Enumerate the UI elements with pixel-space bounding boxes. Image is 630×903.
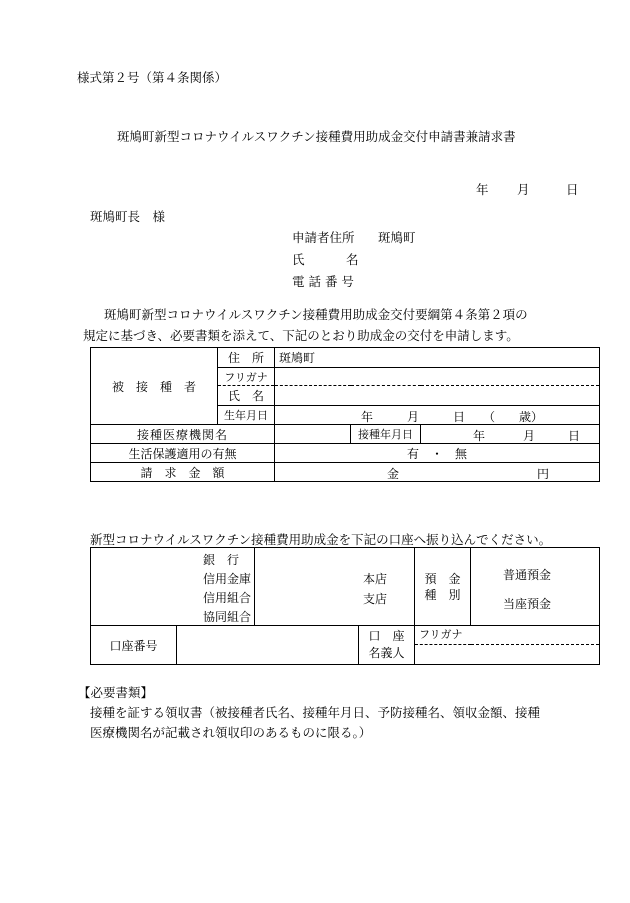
holder-furigana[interactable] [415, 626, 600, 645]
deposit-option-0[interactable]: 普通預金 [503, 568, 552, 582]
holder-label-1: 口 座 [368, 629, 405, 643]
addressee: 斑鳩町長 様 [90, 209, 166, 224]
bank-type-1: 信用金庫 [203, 572, 252, 586]
applicant-name-label-2: 名 [346, 252, 359, 267]
amount-unit: 円 [537, 467, 550, 481]
amount-label: 請 求 金 額 [91, 463, 275, 482]
vaccinee-label: 被 接 種 者 [91, 348, 218, 425]
vax-date-label: 接種年月日 [351, 425, 421, 444]
name-label: 氏 名 [218, 386, 275, 406]
birth-age: （ 歳） [483, 410, 544, 424]
form-number: 様式第２号（第４条関係） [77, 70, 228, 85]
clinic-field[interactable] [275, 425, 351, 444]
date-month-label: 月 [517, 182, 530, 197]
bank-type-0: 銀 行 [203, 553, 240, 567]
account-number-field[interactable] [177, 626, 359, 665]
branch-field[interactable] [255, 548, 415, 626]
required-docs-line-1: 接種を証する領収書（被接種者氏名、接種年月日、予防接種名、領収金額、接種 [90, 705, 541, 720]
birth-label: 生年月日 [218, 406, 275, 425]
date-day-label: 日 [566, 182, 579, 197]
account-number-label: 口座番号 [91, 626, 177, 665]
bank-type-3: 協同組合 [203, 610, 252, 624]
deposit-option-1[interactable]: 当座預金 [503, 597, 552, 611]
furigana-label: フリガナ [218, 368, 275, 386]
furigana-field[interactable] [275, 368, 600, 386]
page-title: 斑鳩町新型コロナウイルスワクチン接種費用助成金交付申請書兼請求書 [117, 129, 516, 144]
vax-month: 月 [523, 429, 536, 443]
amount-prefix: 金 [387, 467, 400, 481]
vax-year: 年 [473, 429, 486, 443]
applicant-phone-label: 電 話 番 号 [292, 274, 354, 289]
holder-label [359, 626, 415, 665]
required-docs-heading: 【必要書類】 [78, 685, 154, 700]
branch-type-0: 本店 [363, 572, 388, 586]
holder-furigana-label: フリガナ [419, 628, 463, 641]
amount-field[interactable] [275, 463, 600, 482]
bank-type-2: 信用組合 [203, 591, 252, 605]
required-docs-line-2: 医療機関名が記載され領収印のあるものに限る。） [90, 725, 372, 740]
applicant-address-value: 斑鳩町 [378, 230, 416, 245]
transfer-text: 新型コロナウイルスワクチン接種費用助成金を下記の口座へ振り込んでください。 [90, 532, 552, 547]
birth-year: 年 [361, 410, 374, 424]
welfare-value[interactable]: 有 ・ 無 [275, 444, 600, 463]
deposit-type-label-2: 種 別 [424, 587, 461, 602]
applicant-address-label: 申請者住所 [292, 230, 355, 245]
birth-day: 日 [453, 410, 466, 424]
intro-line-1: 斑鳩町新型コロナウイルスワクチン接種費用助成金交付要綱第４条第２項の [104, 307, 528, 322]
address-value[interactable]: 斑鳩町 [275, 348, 600, 368]
birth-field[interactable] [275, 406, 600, 425]
vax-day: 日 [568, 429, 581, 443]
holder-label-2: 名義人 [368, 646, 405, 660]
address-label: 住 所 [218, 348, 275, 368]
bank-name-field[interactable] [91, 548, 255, 626]
birth-month: 月 [407, 410, 420, 424]
deposit-type-label [415, 548, 471, 626]
welfare-label: 生活保護適用の有無 [91, 444, 275, 463]
intro-line-2: 規定に基づき、必要書類を添えて、下記のとおり助成金の交付を申請します。 [83, 328, 519, 343]
clinic-label: 接種医療機関名 [91, 425, 275, 444]
application-table [90, 347, 600, 482]
applicant-name-label-1: 氏 [292, 252, 305, 267]
branch-type-1: 支店 [363, 592, 388, 606]
deposit-type-label-1: 預 金 [424, 571, 461, 586]
bank-table [90, 547, 600, 665]
holder-name-field[interactable] [415, 645, 600, 665]
date-year-label: 年 [476, 182, 489, 197]
vax-date-field[interactable] [421, 425, 600, 444]
name-field[interactable] [275, 386, 600, 406]
deposit-options[interactable] [471, 548, 600, 626]
